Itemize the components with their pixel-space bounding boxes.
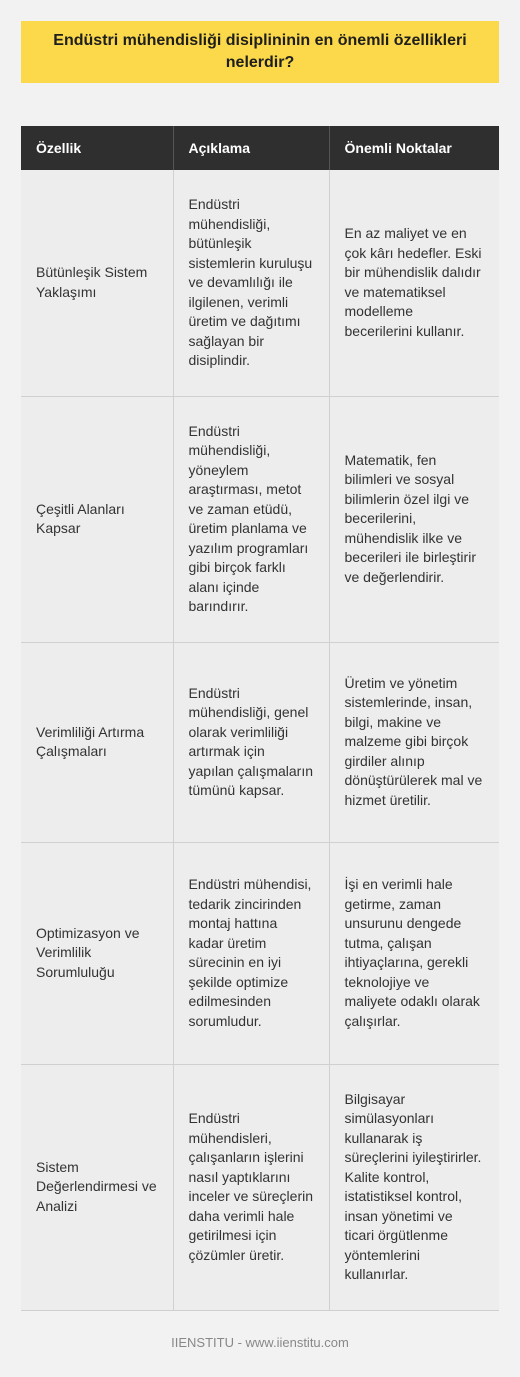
footer-credit: IIENSTITU - www.iienstitu.com	[171, 1335, 349, 1350]
table-row	[21, 642, 499, 842]
description-cell: Endüstri mühendisliği, yöneylem araştırması, metot ve zaman etüdü, üretim planlama ve yazılım programları gibi birçok farklı alanı içinde barındırır.	[173, 396, 329, 642]
notes-cell: İşi en verimli hale getirme, zaman unsurunu dengede tutma, çalışan ihtiyaçlarına, gerekli teknolojiye ve maliyete odaklı olarak çalışırlar.	[329, 842, 499, 1064]
notes-cell: Bilgisayar simülasyonları kullanarak iş süreçlerini iyileştirirler. Kalite kontrol, istatistiksel kontrol, insan yönetimi ve ticari örgütlenme yöntemlerini kullanırlar.	[329, 1064, 499, 1310]
table-header-row	[21, 126, 499, 170]
feature-cell: Çeşitli Alanları Kapsar	[21, 396, 173, 642]
table-row	[21, 170, 499, 396]
description-cell: Endüstri mühendisliği, genel olarak verimliliği artırmak için yapılan çalışmaların tümünü kapsar.	[173, 642, 329, 842]
table-row	[21, 1064, 499, 1310]
page-title: Endüstri mühendisliği disiplininin en önemli özellikleri nelerdir?	[53, 32, 467, 71]
description-cell: Endüstri mühendisleri, çalışanların işlerini nasıl yaptıklarını inceler ve süreçlerin daha verimli hale getirilmesi için çözümler üretir.	[173, 1064, 329, 1310]
notes-cell: Üretim ve yönetim sistemlerinde, insan, bilgi, makine ve malzeme gibi birçok girdiler alınıp dönüştürülerek mal ve hizmet üretilir.	[329, 642, 499, 842]
feature-cell: Sistem Değerlendirmesi ve Analizi	[21, 1064, 173, 1310]
notes-cell: En az maliyet ve en çok kârı hedefler. Eski bir mühendislik dalıdır ve matematiksel modelleme becerilerini kullanır.	[329, 170, 499, 396]
table-row	[21, 396, 499, 642]
column-header-notes: Önemli Noktalar	[329, 126, 499, 170]
feature-cell: Optimizasyon ve Verimlilik Sorumluluğu	[21, 842, 173, 1064]
feature-cell: Bütünleşik Sistem Yaklaşımı	[21, 170, 173, 396]
column-header-feature: Özellik	[21, 126, 173, 170]
features-table	[21, 126, 499, 1311]
description-cell: Endüstri mühendisi, tedarik zincirinden montaj hattına kadar üretim sürecinin en iyi şekilde optimize edilmesinden sorumludur.	[173, 842, 329, 1064]
description-cell: Endüstri mühendisliği, bütünleşik sistemlerin kuruluşu ve devamlılığı ile ilgilenen, verimli üretim ve dağıtımı sağlayan bir disiplindir.	[173, 170, 329, 396]
notes-cell: Matematik, fen bilimleri ve sosyal bilimlerin özel ilgi ve becerilerini, mühendislik ilke ve becerileri ile birleştirir ve değerlendirir.	[329, 396, 499, 642]
column-header-description: Açıklama	[173, 126, 329, 170]
title-banner	[21, 21, 499, 83]
table-row	[21, 842, 499, 1064]
feature-cell: Verimliliği Artırma Çalışmaları	[21, 642, 173, 842]
